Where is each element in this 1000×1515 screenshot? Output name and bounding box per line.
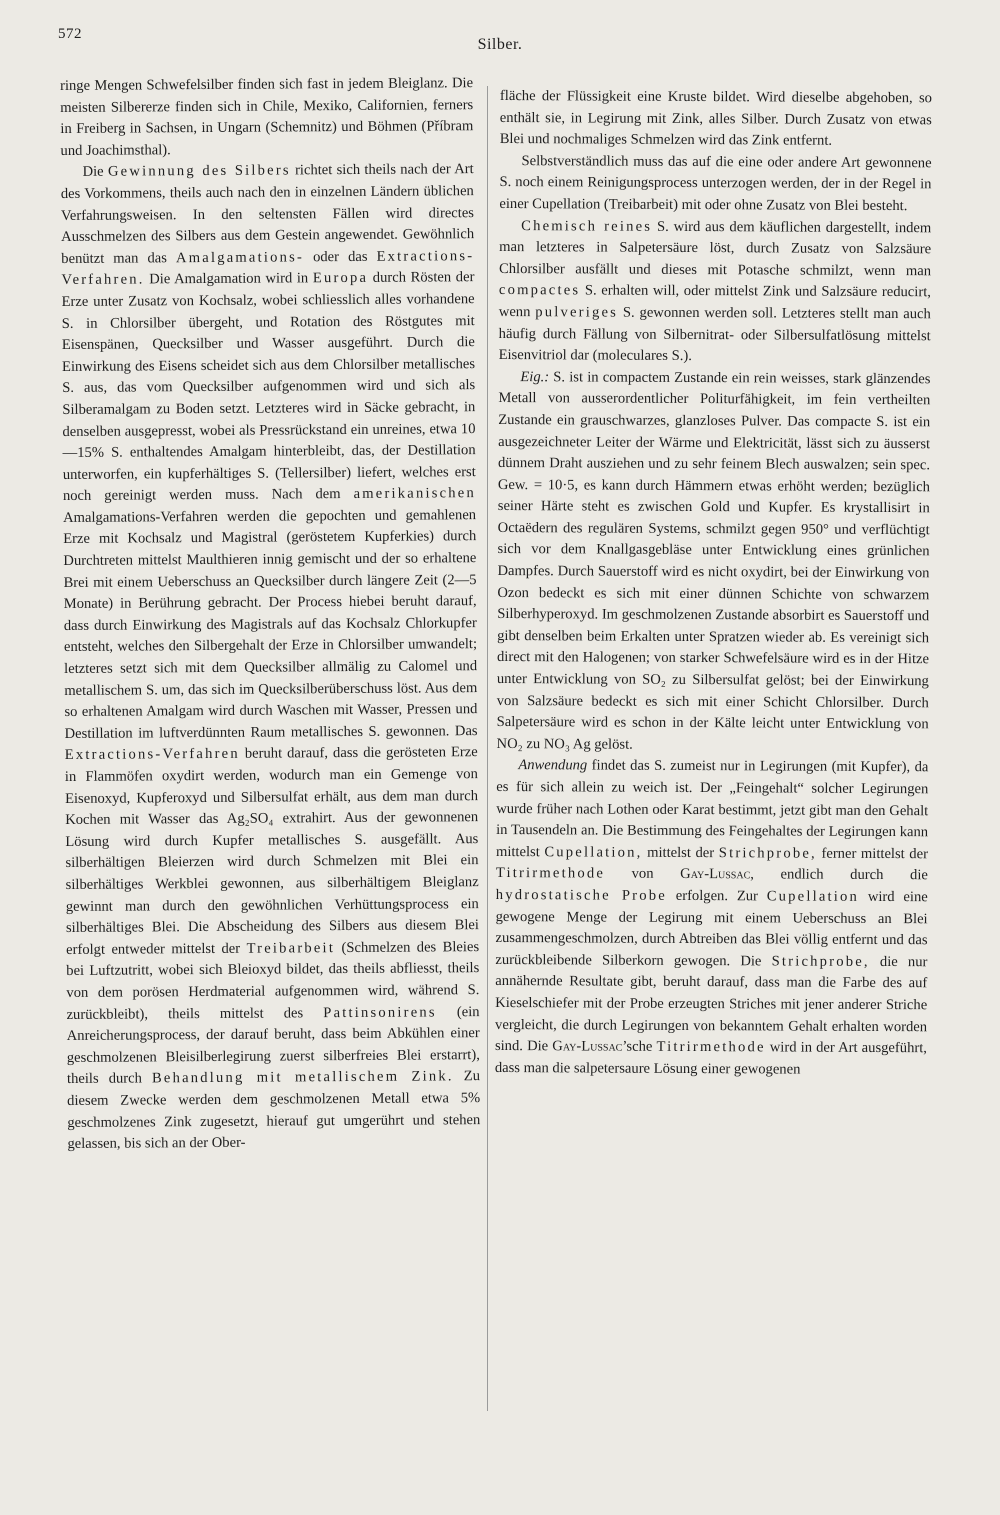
emphasis-text: Europa bbox=[312, 270, 369, 287]
paragraph bbox=[499, 151, 931, 218]
text-run: ringe Mengen Schwefelsilber finden sich fast in jedem Bleiglanz. Die meisten Silbererze finden sich in Chile, Mexiko, Californien, ferners in Freiberg in Sachsen, in Ungarn (Schemnitz) und Böhmen (Příbram und Joachimsthal). bbox=[60, 75, 474, 159]
emphasis-text: Cupellation, bbox=[544, 844, 643, 861]
emphasis-text: Titrirmethode bbox=[656, 1038, 766, 1056]
column-rule bbox=[487, 86, 488, 1411]
text-run: S. ist in compactem Zustande ein rein weisses, stark glänzendes Metall von ausserordentlicher Politurfähigkeit, im fein vertheilten Zustande ein grauschwarzes, glanzloses Pulver. Das compacte S. ist ein ausgezeichneter Leiter der Wärme und Elektricität, lässt sich zu äusserst dünnem Draht ausziehen und zu sehr feinem Blech auswalzen; sein spec. Gew. = 10·5, es kann durch Hämmern etwas erhöht werden; bezüglich seiner Härte steht es zwischen Gold und Kupfer. Es krystallisirt in Octaëdern des regulären Systems, schmilzt gegen 950° und verflüchtigt sich vor dem Knallgasgebläse unter Entwicklung eines grünlichen Dampfes. Durch Sauerstoff wird es nicht oxydirt, bei der Einwirkung von Ozon bedeckt es sich mit einer dünnen Schichte von schwarzem Silberhyperoxyd. Im geschmolzenen Zustande absorbirt es Sauerstoff und gibt denselben beim Erkalten unter Spratzen wieder ab. Es vereinigt sich direct mit den Halogenen; von starker Schwefelsäure wird es in der Hitze unter Entwicklung von SO₂ zu Silbersulfat gelöst; bei der Einwirkung von Salzsäure bedeckt es sich mit einer Schicht Chlorsilber. Durch Salpetersäure wird es schon in der Kälte leicht unter Entwicklung von NO₂ zu NO₃ Ag gelöst. bbox=[496, 368, 931, 753]
emphasis-text: compactes bbox=[498, 282, 581, 299]
emphasis-text: Behandlung mit metallischem Zink. bbox=[151, 1068, 454, 1087]
text-run: die nur annähernde Resultate gibt, beruht darauf, dass man die Farbe des auf Kieselschiefer mit der Probe erzeugten Striches mit jener anderer Striche vergleicht, die durch Legirungen von bekanntem Gehalt erhalten worden sind. Die bbox=[494, 953, 928, 1055]
emphasis-text: Strichprobe, bbox=[771, 953, 870, 970]
emphasis-text: Extractions-Verfahren bbox=[64, 746, 240, 764]
text-run: S. erhalten will, oder mittelst Zink und Salzsäure reducirt, wenn bbox=[498, 282, 931, 321]
text-run: mittelst der bbox=[642, 844, 719, 861]
emphasis-text: Treibarbeit bbox=[246, 939, 336, 957]
text-run: durch Rösten der Erze unter Zusatz von Kochsalz, wobei schliesslich alles vorhandene S. in Chlorsilber übergeht, und Rotation des Röstgutes mit Eisenspänen, Quecksilber und Wasser ausgeführt. Durch die Einwirkung des Eisens scheidet sich aus dem Chlorsilber metallisches S. aus, das vom Quecksilber aufgenommen wird und sich als Silberamalgam zu Boden setzt. Letzteres wird in Säcke gebracht, in denselben ausgepresst, wobei als Pressrückstand ein unreines, etwa 10—15% S. enthaltendes Amalgam hinterbleibt, das, der Destillation unterworfen, ein kupferhältiges S. (Tellersilber) liefert, welches erst noch gereinigt werden muss. Nach dem bbox=[61, 269, 476, 505]
text-run: findet das S. zumeist nur in Legirungen (mit Kupfer), da es für sich allein zu weich ist. Der „Feingehalt“ solcher Legirungen wurde früher nach Lothen oder Karat bestimmt, jetzt gibt man den Gehalt in Tausendeln an. Die Bestimmung des Feingehaltes der Legirungen kann mittelst bbox=[495, 757, 929, 861]
left-column bbox=[60, 73, 481, 1156]
text-run: Die Amalgamation wird in bbox=[144, 270, 313, 288]
emphasis-text: Titrirmethode bbox=[495, 865, 606, 882]
text-run: ’sche bbox=[622, 1038, 657, 1055]
emphasis-text: Anwendung bbox=[518, 757, 588, 774]
text-run: (ein Anreicherungsprocess, der darauf beruht, dass beim Abkühlen einer geschmolzenen Bleisilberlegirung zuerst silberfreies Blei erstarrt), theils durch bbox=[66, 1003, 480, 1088]
paragraph bbox=[495, 755, 929, 1081]
text-run: ferner mittelst der bbox=[816, 845, 929, 863]
text-run: richtet sich theils nach der Art des Vorkommens, theils auch nach den in einzelnen Ländern üblichen Verfahrungsweisen. In den seltensten Fällen wird directes Ausschmelzen des Silbers aus dem Gestein angewendet. Gewöhnlich benützt man das bbox=[60, 161, 475, 267]
text-run: Selbstverständlich muss das auf die eine oder andere Art gewonnene S. noch einem Reinigungsprocess unterzogen werden, der in der Regel in einer Cupellation (Treibarbeit) mit oder ohne Zusatz von Blei besteht. bbox=[499, 152, 932, 215]
text-run: S. gewonnen werden soll. Letzteres stellt man auch häufig durch Fällung von Silbernitrat- oder Silbersulfatlösung mittelst Eisenvitriol dar (moleculares S.). bbox=[498, 304, 931, 365]
text-run: endlich durch die bbox=[753, 866, 928, 884]
emphasis-text: pulveriges bbox=[535, 304, 619, 321]
text-run: wird eine gewogene Menge der Legirung mit einem Ueberschuss an Blei zusammengeschmolzen, durch Abtreiben das Blei völlig entfernt und das zurückbleibende Silberkorn gewogen. Die bbox=[495, 888, 928, 970]
text-run: Die bbox=[82, 164, 108, 181]
emphasis-text: Gay-Lussac, bbox=[680, 866, 754, 883]
emphasis-text: hydrostatische Probe bbox=[495, 886, 667, 904]
text-run: beruht darauf, dass die gerösteten Erze in Flammöfen oxydirt werden, wodurch man ein Gemenge von Eisenoxyd, Kupferoxyd und Silbersulfat erhält, aus dem man durch Kochen mit Wasser das Ag₂SO₄ extrahirt. Aus der gewonnenen Lösung wird durch Kupfer metallisches S. ausgefällt. Aus silberhältigen Bleierzen wird durch Schmelzen mit Blei ein silberhältiges Werkblei gewonnen, aus silberhältigem Bleiglanz gewinnt man durch den gewöhnlichen Verhüttungsprocess ein silberhältiges Blei. Die Abscheidung des Silbers aus diesem Blei erfolgt entweder mittelst der bbox=[64, 744, 479, 958]
emphasis-text: Strichprobe, bbox=[718, 844, 817, 862]
text-run: von bbox=[604, 865, 681, 883]
text-run: wird in der Art ausgeführt, dass man die salpetersaure Lösung einer gewogenen bbox=[494, 1039, 927, 1078]
emphasis-text: Gay-Lussac bbox=[552, 1038, 623, 1055]
running-title: Silber. bbox=[477, 36, 523, 53]
paragraph bbox=[60, 73, 474, 162]
text-run: Amalgamations-Verfahren werden die gepochten und gemahlenen Erze mit Kochsalz und Magistral (geröstetem Kupferkies) durch Durchtreten mittelst Maulthieren innig gemischt und der so erhaltene Brei mit einem Ueberschuss an Quecksilber durch längere Zeit (2—5 Monate) in Berührung gebracht. Der Process hiebei beruht darauf, dass durch Einwirkung des Magistrals auf das Kochsalz Chlorkupfer entsteht, welches den Silbergehalt der Erze in Chlorsilber umwandelt; letzteres setzt sich mit dem Quecksilber allmälig zu Calomel und metallischem S. um, das sich im Quecksilberüberschuss löst. Aus dem so erhaltenen Amalgam wird durch Waschen mit Wasser, Pressen und Destillation im luftverdünnten Raum metallisches S. gewonnen. Das bbox=[63, 506, 478, 742]
paragraph bbox=[61, 159, 481, 1155]
paragraph bbox=[500, 86, 932, 153]
emphasis-text: Gewinnung des Silbers bbox=[107, 162, 291, 181]
paragraph bbox=[499, 216, 932, 369]
text-run: (Schmelzen des Bleies bei Luftzutritt, wobei sich Bleioxyd bildet, das theils abfliesst, theils von dem porösen Herdmaterial aufgenommen wird, während S. zurückbleibt), theils mittelst des bbox=[66, 938, 480, 1023]
emphasis-text: amerikanischen bbox=[353, 485, 476, 503]
right-column bbox=[495, 86, 932, 1082]
emphasis-text: Extractions-Verfahren. bbox=[61, 247, 475, 289]
text-run: S. wird aus dem käuflichen dargestellt, indem man letzteres in Salpetersäure löst, durch Zusatz von Salzsäure Chlorsilber ausfällt und dieses mit Potasche schmilzt, wenn man bbox=[499, 218, 932, 280]
paragraph bbox=[496, 367, 930, 758]
emphasis-text: Amalgamations- bbox=[175, 249, 305, 266]
text-run: Zu diesem Zwecke werden dem geschmolzenen Metall etwa 5% geschmolzenes Zink zugesetzt, hierauf gut umgerührt und stehen gelassen, bis sich an der Ober- bbox=[67, 1068, 481, 1153]
emphasis-text: Pattinsonirens bbox=[323, 1003, 437, 1021]
emphasis-text: Cupellation bbox=[766, 888, 860, 905]
text-run: oder das bbox=[303, 248, 377, 266]
text-run: fläche der Flüssigkeit eine Kruste bildet. Wird dieselbe abgehoben, so enthält sie, in Legirung mit Zink, alles Silber. Durch Zusatz von etwas Blei und nochmaliges Schmelzen wird das Zink entfernt. bbox=[499, 87, 932, 149]
page-number: 572 bbox=[58, 26, 82, 42]
text-run: erfolgen. Zur bbox=[666, 887, 767, 905]
emphasis-text: Chemisch reines bbox=[521, 217, 653, 235]
emphasis-text: Eig.: bbox=[520, 368, 550, 385]
